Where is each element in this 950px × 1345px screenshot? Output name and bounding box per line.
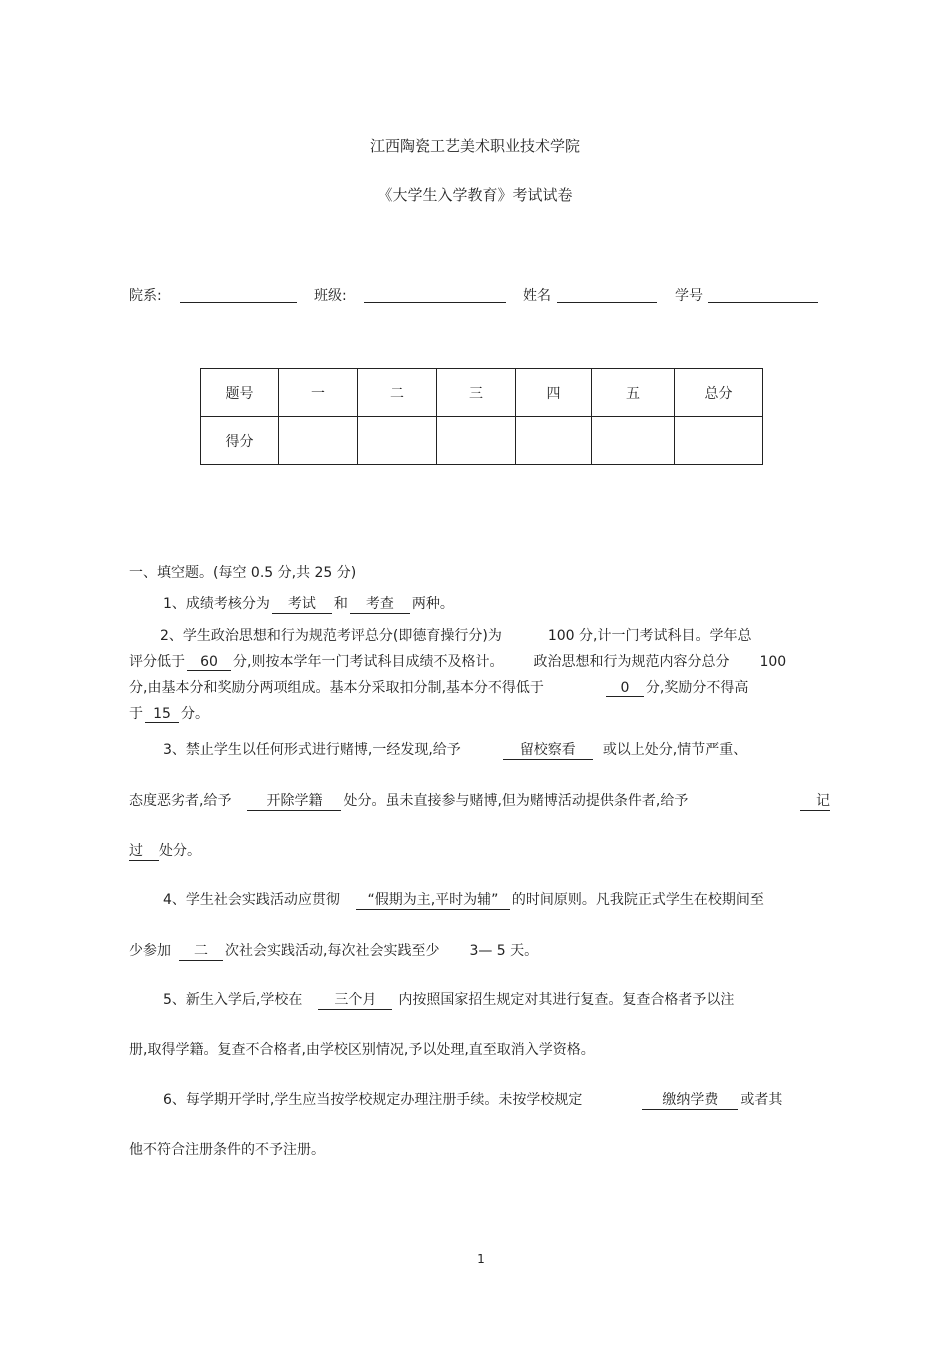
class-label: 班级: [314,288,347,304]
question-6-line-1: 6、每学期开学时,学生应当按学校规定办理注册手续。未按学校规定 缴纳学费 或者其 [163,1089,782,1110]
answer-blank: 0 [606,680,644,697]
question-5-line-2: 册,取得学籍。复查不合格者,由学校区别情况,予以处理,直至取消入学资格。 [129,1042,595,1058]
score-table-score-row [201,417,763,465]
score-table-header-row [201,369,763,417]
answer-blank: “假期为主,平时为辅” [356,889,510,910]
institution-title: 江西陶瓷工艺美术职业技术学院 [369,137,580,155]
class-field[interactable] [364,302,506,303]
score-cell[interactable] [358,417,437,465]
table-header-cell: 二 [358,369,437,417]
student-id-label: 学号 [675,288,703,304]
question-3-line-2: 态度恶劣者,给予 开除学籍 处分。虽未直接参与赌博,但为赌博活动提供条件者,给予 [129,790,688,811]
answer-blank: 60 [187,654,231,671]
question-4-line-2: 少参加 二 次社会实践活动,每次社会实践至少 3— 5 天。 [129,940,538,961]
score-cell[interactable] [437,417,516,465]
table-header-cell: 五 [592,369,675,417]
score-table [200,368,763,465]
question-2-line-3: 分,由基本分和奖励分两项组成。基本分采取扣分制,基本分不得低于 0 分,奖励分不得高 [129,680,749,696]
score-cell[interactable] [516,417,592,465]
question-3-line-1: 3、禁止学生以任何形式进行赌博,一经发现,给予 留校察看 或以上处分,情节严重、 [163,739,747,760]
answer-blank: 二 [179,940,223,961]
table-header-cell: 一 [279,369,358,417]
score-cell[interactable] [592,417,675,465]
table-header-cell: 三 [437,369,516,417]
answer-blank: 考查 [350,593,410,614]
answer-blank: 留校察看 [503,739,593,760]
question-2-line-4: 于 15 分。 [129,706,209,722]
answer-blank: 考试 [272,593,332,614]
score-cell[interactable] [279,417,358,465]
table-header-cell: 四 [516,369,592,417]
page-number: 1 [477,1252,485,1266]
table-row-label: 得分 [201,417,279,465]
table-header-cell: 题号 [201,369,279,417]
student-id-field[interactable] [708,302,818,303]
score-cell[interactable] [675,417,763,465]
answer-blank: 15 [145,706,179,723]
answer-blank: 开除学籍 [247,790,341,811]
section-heading: 一、填空题。(每空 0.5 分,共 25 分) [129,565,357,581]
exam-title: 《大学生入学教育》考试试卷 [377,186,573,204]
question-1: 1、成绩考核分为 考试 和 考查 两种。 [163,593,454,614]
dept-label: 院系: [129,288,162,304]
question-4-line-1: 4、学生社会实践活动应贯彻 “假期为主,平时为辅” 的时间原则。凡我院正式学生在校期间至 [163,889,764,910]
answer-blank: 三个月 [318,989,392,1010]
answer-blank: 过 [129,840,159,861]
answer-blank: 记 [800,790,830,811]
name-field[interactable] [557,302,657,303]
dept-field[interactable] [180,302,297,303]
question-2-line-2: 评分低于 60 分,则按本学年一门考试科目成绩不及格计。 政治思想和行为规范内容分总分 100 [129,654,787,670]
answer-blank: 缴纳学费 [642,1089,738,1110]
question-3-line-3: 过 处分。 [129,840,201,861]
question-6-line-2: 他不符合注册条件的不予注册。 [129,1142,325,1158]
name-label: 姓名 [523,288,551,304]
question-5-line-1: 5、新生入学后,学校在 三个月 内按照国家招生规定对其进行复查。复查合格者予以注 [163,989,734,1010]
table-header-cell: 总分 [675,369,763,417]
question-2-line-1: 2、学生政治思想和行为规范考评总分(即德育操行分)为 100 分,计一门考试科目。学年总 [160,628,752,644]
